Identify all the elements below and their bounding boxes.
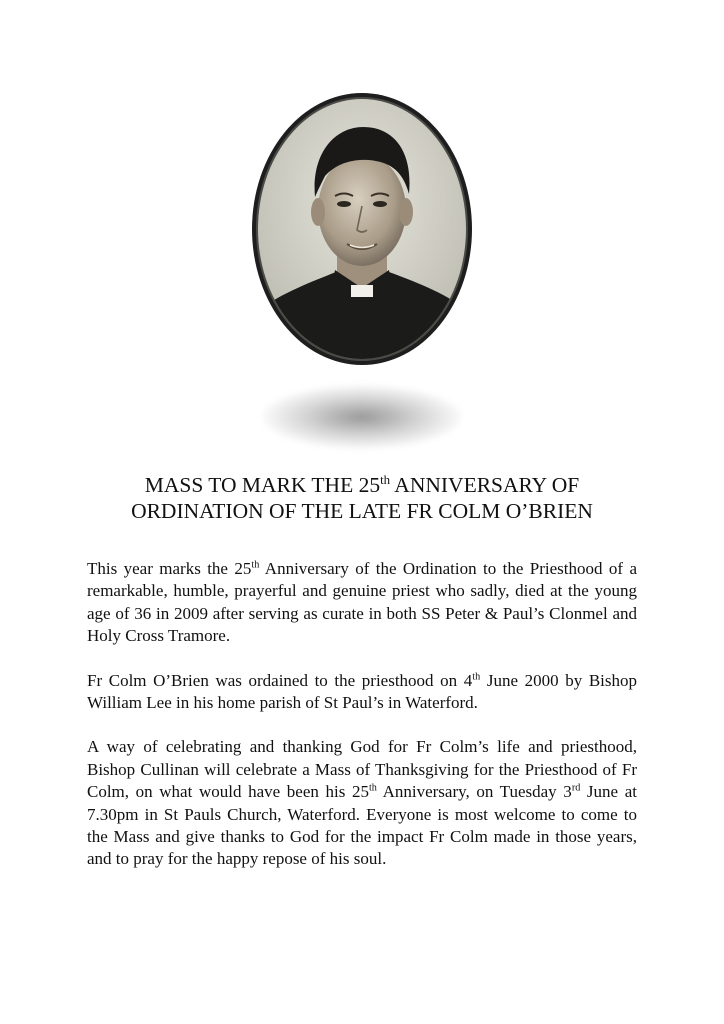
title-line-1-text: MASS TO MARK THE 25 <box>144 473 381 497</box>
paragraph-3 <box>87 736 637 870</box>
title-line-1 <box>60 472 664 498</box>
paragraph-1 <box>87 558 637 648</box>
priest-portrait-image <box>251 92 473 366</box>
page-title <box>60 472 664 524</box>
paragraph-2-suffix: th <box>472 670 481 682</box>
paragraph-3-text-b: Anniversary, on Tuesday 3 <box>376 782 572 802</box>
paragraph-2-text-b: June 2000 by Bishop William Lee in his home parish of St Paul’s in Waterford. <box>87 670 638 713</box>
paragraph-1-suffix: th <box>251 559 260 571</box>
paragraph-1-text-a: This year marks the 25 <box>87 559 252 578</box>
paragraph-2-text-a: Fr Colm O’Brien was ordained to the priesthood on 4 <box>87 670 473 690</box>
title-line-1-rest: ANNIVERSARY OF <box>390 473 580 497</box>
paragraph-3-suffix-1: th <box>368 782 377 794</box>
paragraph-3-text-a: A way of celebrating and thanking God for Fr Colm’s life and priesthood, Bishop Cullinan will celebrate a Mass of Thanksgiving for the Priesthood of Fr Colm, on what would have been his 25 <box>87 737 637 802</box>
body-text <box>87 558 637 893</box>
paragraph-3-suffix-2: rd <box>571 782 581 794</box>
paragraph-1-text-b: Anniversary of the Ordination to the Priesthood of a remarkable, humble, prayerful and genuine priest who sadly, died at the young age of 36 in 2009 after serving as curate in both SS Peter & Paul’s Clonmel and Holy Cross Tramore. <box>87 559 637 646</box>
title-ordinal-suffix: th <box>380 472 391 487</box>
portrait-shadow <box>262 385 462 449</box>
title-line-2: ORDINATION OF THE LATE FR COLM O’BRIEN <box>131 499 593 523</box>
paragraph-2 <box>87 670 637 715</box>
portrait-photo <box>251 92 473 366</box>
paragraph-3-text-c: June at 7.30pm in St Pauls Church, Waterford. Everyone is most welcome to come to the Mass and give thanks to God for the impact Fr Colm made in those years, and to pray for the happy repose of his soul. <box>87 782 637 869</box>
